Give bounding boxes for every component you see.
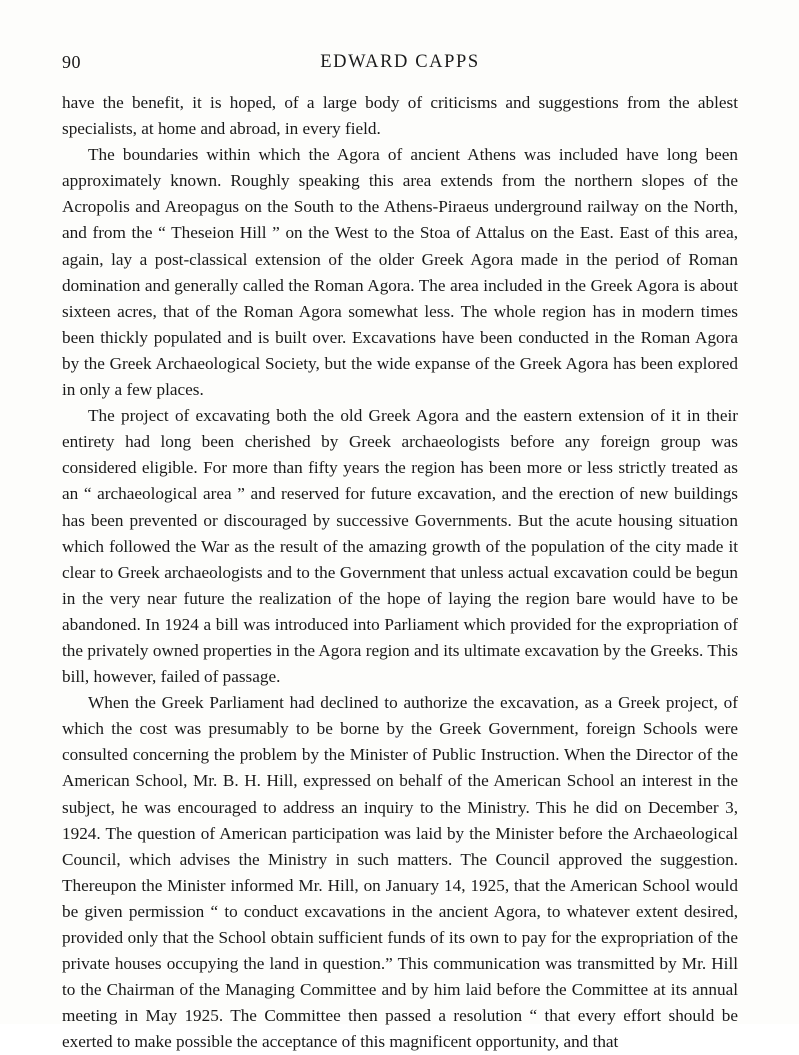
running-head: [62, 52, 738, 76]
paragraph: The boundaries within which the Agora of ancient Athens was included have long been approximately known. Roughly speaking this area extends from the northern slopes of the Acropolis and Areopagus on the South to the Athens-Piraeus underground railway on the North, and from the “ Theseion Hill ” on the West to the Stoa of Attalus on the East. East of this area, again, lay a post-classical extension of the older Greek Agora made in the period of Roman domination and generally called the Roman Agora. The area included in the Greek Agora is about sixteen acres, that of the Roman Agora somewhat less. The whole region has in modern times been thickly populated and is built over. Excavations have been conducted in the Roman Agora by the Greek Archaeological Society, but the wide expanse of the Greek Agora has been explored in only a few places.: [62, 145, 738, 400]
paragraph: The project of excavating both the old Greek Agora and the eastern extension of it in their entirety had long been cherished by Greek archaeologists before any foreign group was considered eligible. For more than fifty years the region has been more or less strictly treated as an “ archaeological area ” and reserved for future excavation, and the erection of new buildings has been prevented or discouraged by successive Governments. But the acute housing situation which followed the War as the result of the amazing growth of the population of the city made it clear to Greek archaeologists and to the Government that unless actual excavation could be begun in the very near future the realization of the hope of laying the region bare would have to be abandoned. In 1924 a bill was introduced into Parliament which provided for the expropriation of the privately owned properties in the Agora region and its ultimate excavation by the Greeks. This bill, however, failed of passage.: [62, 406, 738, 687]
paragraph: When the Greek Parliament had declined to authorize the excavation, as a Greek project, of which the cost was presumably to be borne by the Greek Government, foreign Schools were consulted concerning the problem by the Minister of Public Instruction. When the Director of the American School, Mr. B. H. Hill, expressed on behalf of the American School an interest in the subject, he was encouraged to address an inquiry to the Ministry. This he did on December 3, 1924. The question of American participation was laid by the Minister before the Archaeological Council, which advises the Ministry in such matters. The Council approved the suggestion. Thereupon the Minister informed Mr. Hill, on January 14, 1925, that the American School would be given permission “ to conduct excavations in the ancient Agora, to whatever extent desired, provided only that the School obtain sufficient funds of its own to pay for the expropriation of the private houses occupying the land in question.” This communication was transmitted by Mr. Hill to the Chairman of the Managing Committee and by him laid before the Committee at its annual meeting in May 1925. The Committee then passed a resolution “ that every effort should be exerted to make possible the acceptance of this magnificent opportunity, and that: [62, 693, 738, 1052]
running-head-title: EDWARD CAPPS: [320, 52, 480, 72]
page-number: 90: [62, 52, 81, 72]
body-text: [62, 90, 738, 1055]
paragraph: have the benefit, it is hoped, of a large body of criticisms and suggestions from the ablest specialists, at home and abroad, in every field.: [62, 93, 738, 139]
